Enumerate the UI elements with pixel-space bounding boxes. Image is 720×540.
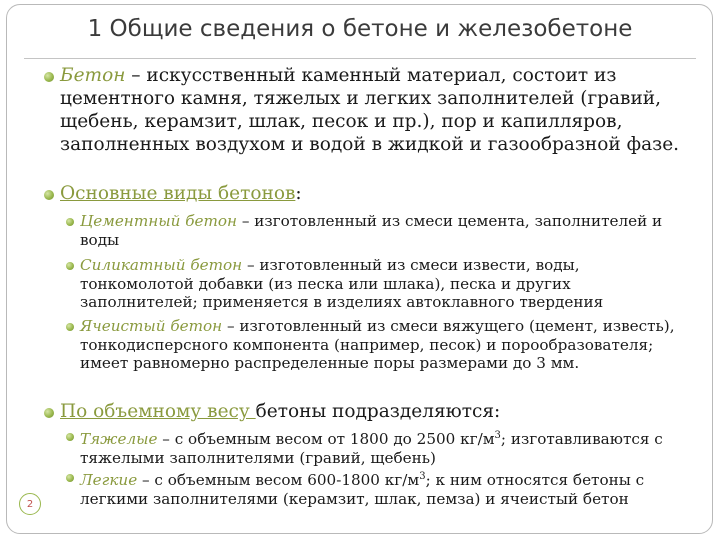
heavy-term: Тяжелые <box>80 430 158 449</box>
types-label: Основные виды бетонов <box>60 183 296 204</box>
types-heading <box>60 182 680 205</box>
light-def-2: ; к ним относятся бетоны с легкими заполнителями (керамзит, шлак, пемза) и ячеистый бетон <box>80 471 645 508</box>
bullet-icon <box>44 408 54 418</box>
bullet-icon <box>44 72 54 82</box>
title-divider <box>24 58 696 59</box>
cellular-term: Ячеистый бетон <box>80 317 223 335</box>
bullet-icon <box>66 218 74 226</box>
slide-title: 1 Общие сведения о бетоне и железобетоне <box>87 16 633 42</box>
light-def-1: – с объемным весом 600-1800 кг/м <box>137 471 420 490</box>
light-term: Легкие <box>80 471 138 490</box>
concrete-term: Бетон <box>60 65 126 86</box>
concrete-def-text: – искусственный каменный материал, состоит из цементного камня, тяжелых и легких заполнителей (гравий, щебень, керамзит, шлак, песок и пр.), пор и капилляров, заполненных воздухом и водой в жидкой и газообразной фазе. <box>60 65 680 155</box>
weight-heading <box>60 400 680 423</box>
light-item <box>80 468 685 508</box>
cellular-def: – изготовленный из смеси вяжущего (цемент, известь), тонкодисперсного компонента (например, песок) и порообразователя; имеет равномерно распределенные поры размерами до 3 мм. <box>80 317 675 373</box>
cement-item <box>80 212 680 249</box>
cement-def: – изготовленный из смеси цемента, заполнителей и воды <box>80 212 663 249</box>
weight-label: По объемному весу <box>60 401 256 422</box>
bullet-icon <box>66 262 74 270</box>
cellular-item <box>80 317 680 373</box>
types-suffix: : <box>295 183 302 204</box>
silicate-def: – изготовленный из смеси извести, воды, тонкомолотой добавки (из песка или шлака), песка и других заполнителей; применяется в изделиях автоклавного твердения <box>80 256 604 312</box>
concrete-definition <box>60 64 680 156</box>
heavy-def-2: ; изготавливаются с тяжелыми заполнителями (гравий, щебень) <box>80 430 663 467</box>
bullet-icon <box>66 433 74 441</box>
bullet-icon <box>44 190 54 200</box>
heavy-item <box>80 427 685 467</box>
heavy-def-1: – с объемным весом от 1800 до 2500 кг/м <box>157 430 495 449</box>
bullet-icon <box>66 474 74 482</box>
slide-number: 2 <box>19 493 41 515</box>
cement-term: Цементный бетон <box>80 212 238 230</box>
silicate-item <box>80 256 680 312</box>
bullet-icon <box>66 323 74 331</box>
light-sup: 3 <box>419 471 426 482</box>
weight-suffix: бетоны подразделяются: <box>255 401 501 422</box>
silicate-term: Силикатный бетон <box>80 256 243 274</box>
heavy-sup: 3 <box>494 430 501 441</box>
